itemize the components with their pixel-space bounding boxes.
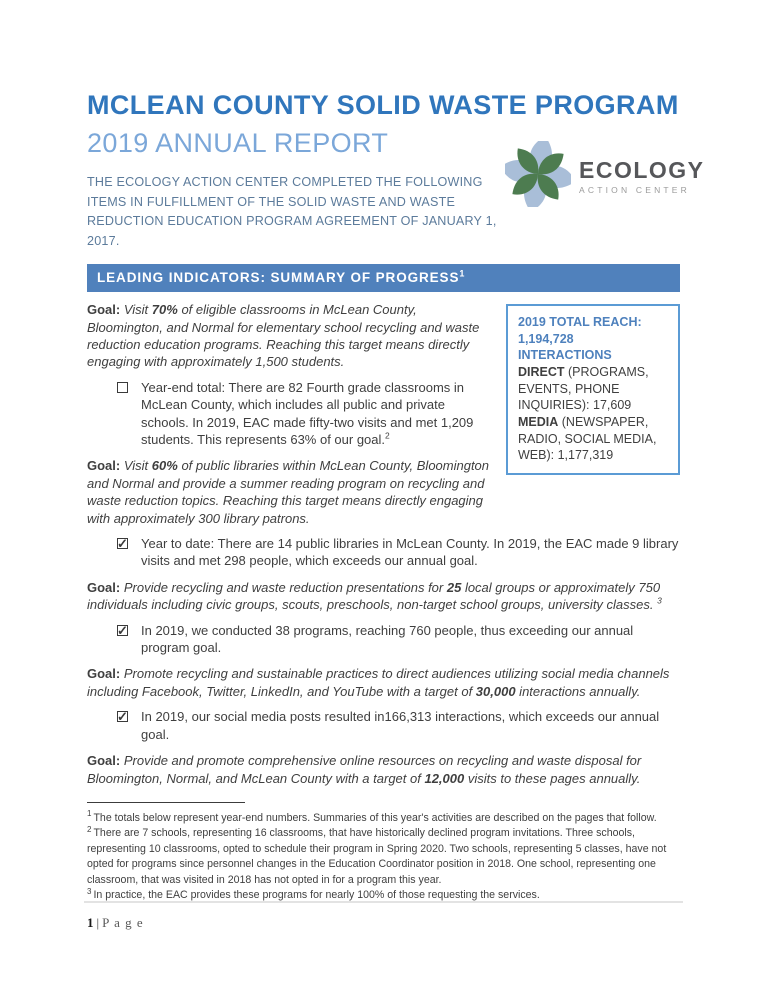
- checkbox-checked-icon: [117, 625, 128, 636]
- goal-label: Goal:: [87, 302, 121, 318]
- goal-text: Promote recycling and sustainable practices to direct audiences utilizing social media channels including Facebook, Twitter, LinkedIn, and YouTube with a target of 30,000 interactions annually.: [87, 666, 670, 699]
- footnote-text: In practice, the EAC provides these programs for nearly 100% of those requesting the services.: [93, 889, 540, 902]
- total-reach-callout: [506, 304, 680, 475]
- page-word: P a g e: [102, 915, 144, 930]
- footnotes: [87, 811, 680, 904]
- footnote-number: 1: [87, 809, 92, 819]
- report-body: [87, 301, 680, 787]
- footnote-1: [87, 811, 680, 826]
- goal-text: Visit 60% of public libraries within McLean County, Bloomington and Normal and provide a summer reading program on recycling and waste reduction topics. Reaching this target means directly engaging with approximately 300 library patrons.: [87, 458, 490, 526]
- page-footer-separator: |: [96, 915, 100, 930]
- logo-tagline: ACTION CENTER: [579, 184, 691, 195]
- checklist-item-libraries: [117, 535, 680, 570]
- goal-label: Goal:: [87, 666, 121, 682]
- direct-reach-entry: DIRECT (PROGRAMS, EVENTS, PHONE INQUIRIES): 17,609: [518, 365, 649, 413]
- checklist-item-social-media: [117, 708, 680, 743]
- checklist-item-text: In 2019, our social media posts resulted in166,313 interactions, which exceeds our annual goal.: [141, 709, 660, 742]
- checklist-item-text: In 2019, we conducted 38 programs, reaching 760 people, thus exceeding our annual program goal.: [141, 622, 634, 656]
- goal-online-resources: [87, 752, 680, 787]
- goal-text: Visit 70% of eligible classrooms in McLean County, Bloomington, and Normal for elementary school recycling and waste reduction education programs. Reaching this target means directly engaging with approximately 1,500 students.: [87, 302, 480, 370]
- checkbox-unchecked-icon: [117, 382, 128, 393]
- footnote-text: There are 7 schools, representing 16 classrooms, that have historically declined program invitations. Three schools, representing 10 classrooms, opted to schedule their program in Spring 2020. Two schools, representing 5 classes, have not opted for programs since personnel changes in the Education Coordinator position in 2018. One school, representing one classroom, that was visited in 2018 has not opted in for a program this year.: [87, 827, 667, 886]
- footnote-2: [87, 826, 680, 888]
- ecology-pinwheel-icon: [505, 141, 571, 212]
- eac-logo: [505, 141, 705, 212]
- goal-presentations: [87, 579, 680, 614]
- logo-name: ECOLOGY: [579, 157, 705, 184]
- page-footer: [87, 915, 144, 931]
- goal-label: Goal:: [87, 753, 121, 769]
- goal-text: Provide recycling and waste reduction presentations for 25 local groups or approximately 750 individuals including civic groups, scouts, preschools, non-target school groups, university classes. $^3$: [87, 579, 662, 613]
- goal-label: Goal:: [87, 458, 121, 474]
- checklist-item-presentations: [117, 622, 680, 657]
- goal-social-media: [87, 665, 680, 700]
- goal-text: Provide and promote comprehensive online resources on recycling and waste disposal for Bloomington, Normal, and McLean County with a target of 12,000 visits to these pages annually.: [87, 753, 642, 786]
- logo-wordmark: [579, 158, 705, 194]
- checkbox-checked-icon: [117, 538, 128, 549]
- footnote-separator: [87, 802, 245, 803]
- media-reach-entry: MEDIA (NEWSPAPER, RADIO, SOCIAL MEDIA, WEB): 1,177,319: [518, 414, 657, 463]
- total-reach-heading: 2019 TOTAL REACH: 1,194,728 INTERACTIONS: [518, 315, 642, 363]
- report-intro-text: THE ECOLOGY ACTION CENTER COMPLETED THE FOLLOWING ITEMS IN FULFILLMENT OF THE SOLID WASTE AND WASTE REDUCTION EDUCATION PROGRAM AGREEMENT OF JANUARY 1, 2017.: [87, 175, 497, 248]
- report-subtitle-year: 2019 ANNUAL REPORT: [87, 128, 389, 159]
- footer-rule: [84, 901, 683, 903]
- checklist-item-text: Year-end total: There are 82 Fourth grade classrooms in McLean County, which includes all public and private schools. In 2019, EAC made fifty-two visits and met 1,209 students. This represents 63% of our goal.$^2$: [141, 379, 474, 447]
- goal-label: Goal:: [87, 579, 121, 595]
- checklist-item-classrooms: [117, 379, 492, 449]
- section-banner-label: LEADING INDICATORS: SUMMARY OF PROGRESS: [97, 270, 460, 286]
- checkbox-checked-icon: [117, 711, 128, 722]
- page-number: 1: [87, 915, 94, 930]
- report-title: MCLEAN COUNTY SOLID WASTE PROGRAM: [87, 90, 679, 120]
- footnote-number: 3: [87, 886, 92, 896]
- footnote-number: 2: [87, 824, 92, 834]
- section-banner-footnote-ref: 1: [459, 268, 466, 279]
- footnote-text: The totals below represent year-end numbers. Summaries of this year's activities are described on the pages that follow.: [93, 811, 657, 824]
- checklist-item-text: Year to date: There are 14 public libraries in McLean County. In 2019, the EAC made 9 library visits and met 298 people, which exceeds our annual goal.: [141, 536, 679, 569]
- section-banner: [87, 264, 680, 292]
